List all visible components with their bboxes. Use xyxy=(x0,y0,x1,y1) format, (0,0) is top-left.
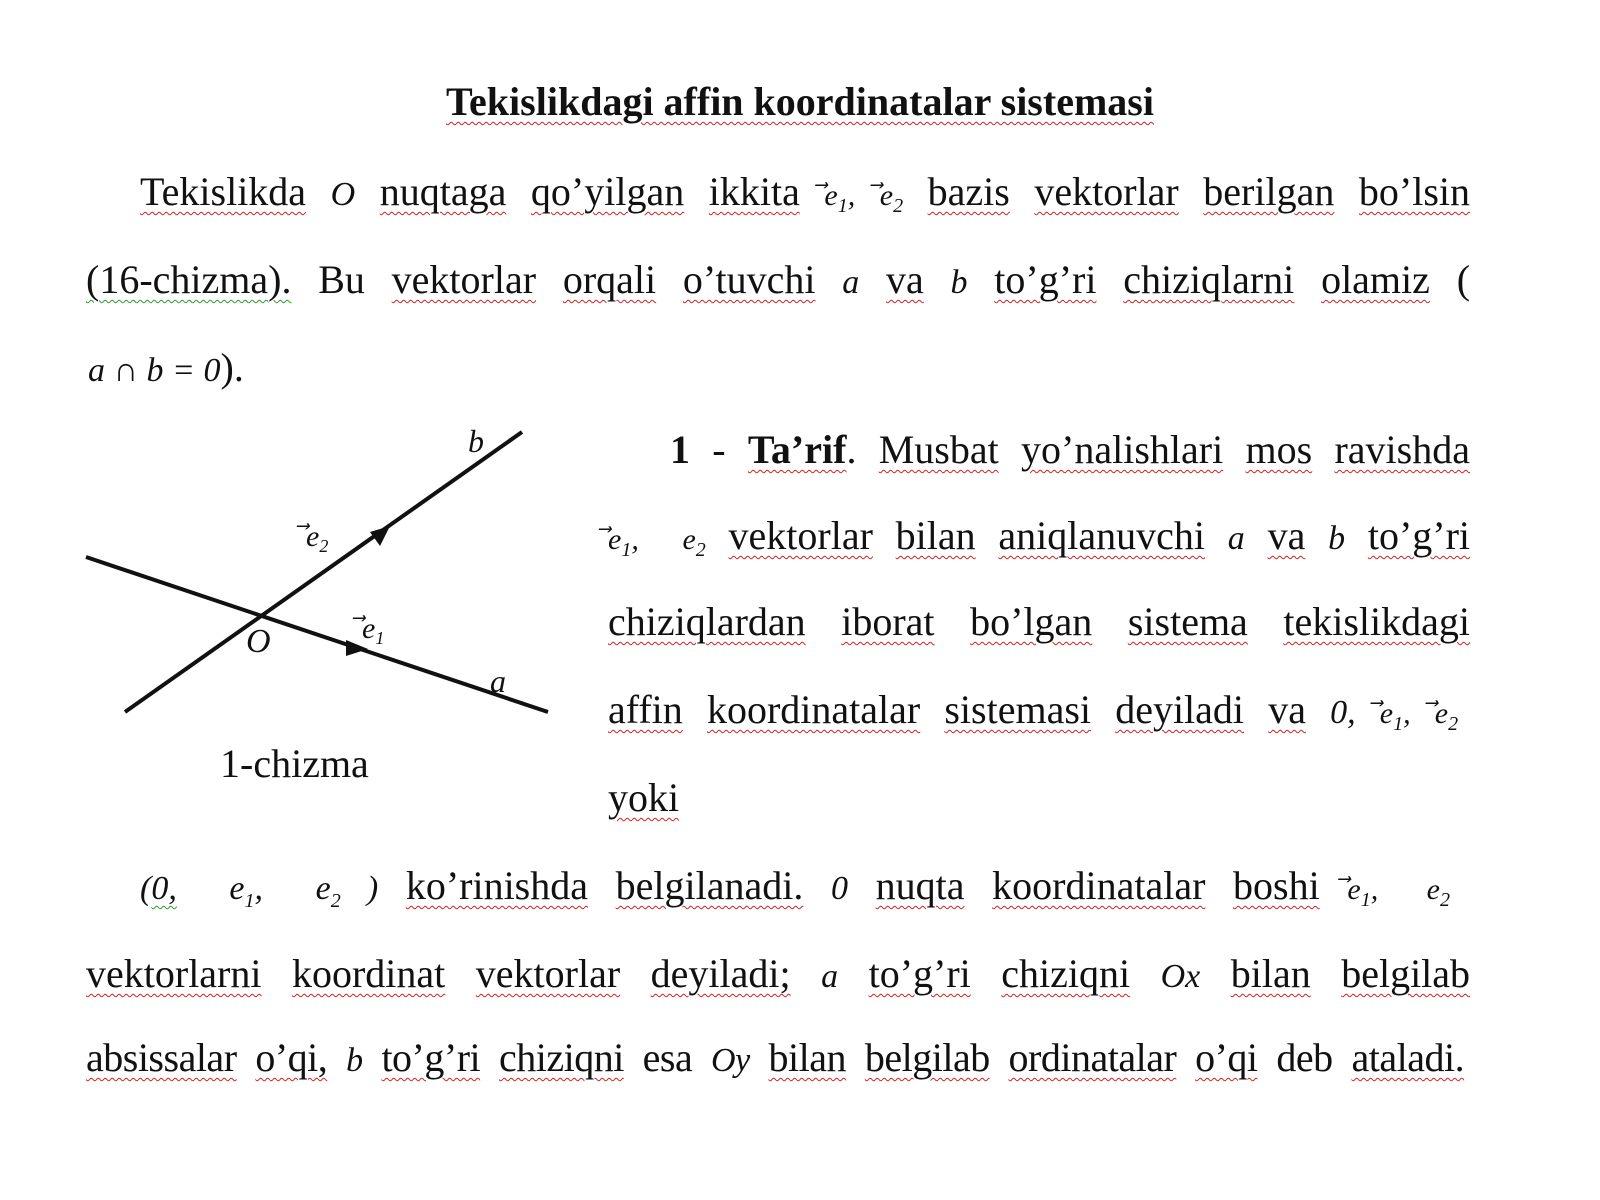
word: bilan xyxy=(768,1035,847,1080)
word: bilan xyxy=(1230,951,1311,996)
word: bilan xyxy=(895,513,976,558)
def-line2 xyxy=(608,512,1470,562)
label-O: O xyxy=(246,623,271,660)
word: tekislikdagi xyxy=(1283,599,1470,644)
word: vektorlarni xyxy=(86,951,262,996)
word: koordinat xyxy=(291,951,446,996)
vector-e1: $e_1$, $⃗e_2$ xyxy=(608,523,706,561)
line-b-stroke xyxy=(125,432,522,712)
word: esa xyxy=(642,1035,693,1080)
label-b: b xyxy=(468,423,484,459)
arrow-e2 xyxy=(370,526,390,546)
word: deyiladi; xyxy=(650,951,791,996)
word: koordinatalar xyxy=(992,863,1206,908)
word: va xyxy=(1267,513,1306,558)
word: chiziqlarni xyxy=(1123,257,1295,302)
word: nuqta xyxy=(875,863,965,908)
word: vektorlar xyxy=(475,951,621,996)
word: ikkita xyxy=(708,169,800,214)
axis-Ox: Ox xyxy=(1160,958,1201,995)
def-term-wrap: Ta’rif. xyxy=(747,427,857,472)
word: sistema xyxy=(1127,599,1248,644)
axis-Oy: Oy xyxy=(711,1042,750,1079)
word: o’qi xyxy=(1195,1035,1258,1080)
word: deb xyxy=(1276,1035,1333,1080)
def-line4 xyxy=(608,686,1458,736)
origin-zero: 0 xyxy=(831,870,848,907)
vector-e1-e2: $⃗e_1$, $⃗e_2$ xyxy=(1347,873,1450,911)
word: deyiladi xyxy=(1115,687,1245,732)
para2-line2 xyxy=(86,950,1470,997)
intersection-formula: a ∩ b = 0 xyxy=(88,352,221,389)
word: bazis xyxy=(927,169,1010,214)
word: to’g’ri xyxy=(994,257,1097,302)
label-e2: $e_2$ xyxy=(306,520,329,556)
word: to’g’ri xyxy=(1367,513,1471,558)
def-line3 xyxy=(608,598,1470,645)
def-dash: - xyxy=(712,427,726,472)
word: yo’nalishlari xyxy=(1021,427,1224,472)
word: Bu xyxy=(318,257,365,302)
word: ko’rinishda xyxy=(405,863,588,908)
line-a: a xyxy=(842,264,860,301)
word: bo’lgan xyxy=(970,599,1093,644)
word: chiziqni xyxy=(498,1035,624,1080)
word: aniqlanuvchi xyxy=(998,513,1206,558)
vector-e2: $e_2$ xyxy=(879,179,904,217)
word: olamiz xyxy=(1321,257,1430,302)
label-e1: $e_1$ xyxy=(362,612,385,648)
word: belgilab xyxy=(864,1035,990,1080)
word: koordinatalar xyxy=(706,687,921,732)
line-b: b xyxy=(1328,520,1346,557)
line-a: a xyxy=(821,958,839,995)
word: belgilanadi. xyxy=(615,863,804,908)
word: to’g’ri xyxy=(868,951,971,996)
word: belgilab xyxy=(1341,951,1471,996)
vector-e1: $e_1$, xyxy=(1379,697,1411,735)
word: vektorlar xyxy=(391,257,537,302)
word: absissalar xyxy=(86,1035,237,1080)
word: boshi xyxy=(1233,863,1320,908)
def-term: Ta’rif xyxy=(747,427,847,472)
page-title xyxy=(0,78,1600,125)
word: to’g’ri xyxy=(381,1035,481,1080)
label-a: a xyxy=(490,663,506,699)
figure-caption: 1-chizma xyxy=(220,741,369,786)
word: Tekislikda xyxy=(140,169,307,214)
line-b: b xyxy=(950,264,968,301)
vector-e1: $e_1$, xyxy=(824,179,856,217)
word: orqali xyxy=(562,257,657,302)
word: ordinatalar xyxy=(1008,1035,1177,1080)
title-text: Tekislikdagi affin koordinatalar sistemasi xyxy=(446,79,1154,124)
line-a: a xyxy=(1227,520,1245,557)
word: qo’yilgan xyxy=(530,169,685,214)
word: bo’lsin xyxy=(1358,169,1471,214)
def-line1 xyxy=(670,426,1470,473)
para2-line3 xyxy=(86,1034,1464,1081)
word: affin xyxy=(608,687,683,732)
origin-zero: 0, xyxy=(1330,694,1356,731)
def-line5 xyxy=(608,774,679,821)
para1-line3 xyxy=(88,344,244,391)
word: ataladi. xyxy=(1351,1035,1465,1080)
para1-line2 xyxy=(86,256,1470,303)
word: ravishda xyxy=(1334,427,1470,472)
word: chiziqlardan xyxy=(608,599,806,644)
para1-line1 xyxy=(140,168,1470,218)
word: nuqtaga xyxy=(379,169,507,214)
word: sistemasi xyxy=(944,687,1092,732)
line-b: b xyxy=(346,1042,363,1079)
def-number: 1 xyxy=(670,427,690,472)
word: chiziqni xyxy=(1001,951,1131,996)
word: va xyxy=(886,257,924,302)
paren-open: ( xyxy=(1456,257,1471,302)
vector-e2: $e_2$ xyxy=(1434,697,1459,735)
word: iborat xyxy=(841,599,935,644)
word: va xyxy=(1268,687,1306,732)
notation: (0, $⃗e_1$, $⃗e_2$ ) xyxy=(140,870,379,912)
word: (16-chizma). xyxy=(86,257,292,302)
word: Musbat xyxy=(878,427,999,472)
word: vektorlar xyxy=(728,513,873,558)
word: yoki xyxy=(608,775,680,820)
paren-close: ). xyxy=(220,345,244,390)
point-O: O xyxy=(330,176,356,213)
word: o’tuvchi xyxy=(682,257,816,302)
word: o’qi, xyxy=(255,1035,328,1080)
word: vektorlar xyxy=(1034,169,1179,214)
word: berilgan xyxy=(1203,169,1335,214)
para2-line1 xyxy=(140,862,1450,913)
word: mos xyxy=(1245,427,1313,472)
